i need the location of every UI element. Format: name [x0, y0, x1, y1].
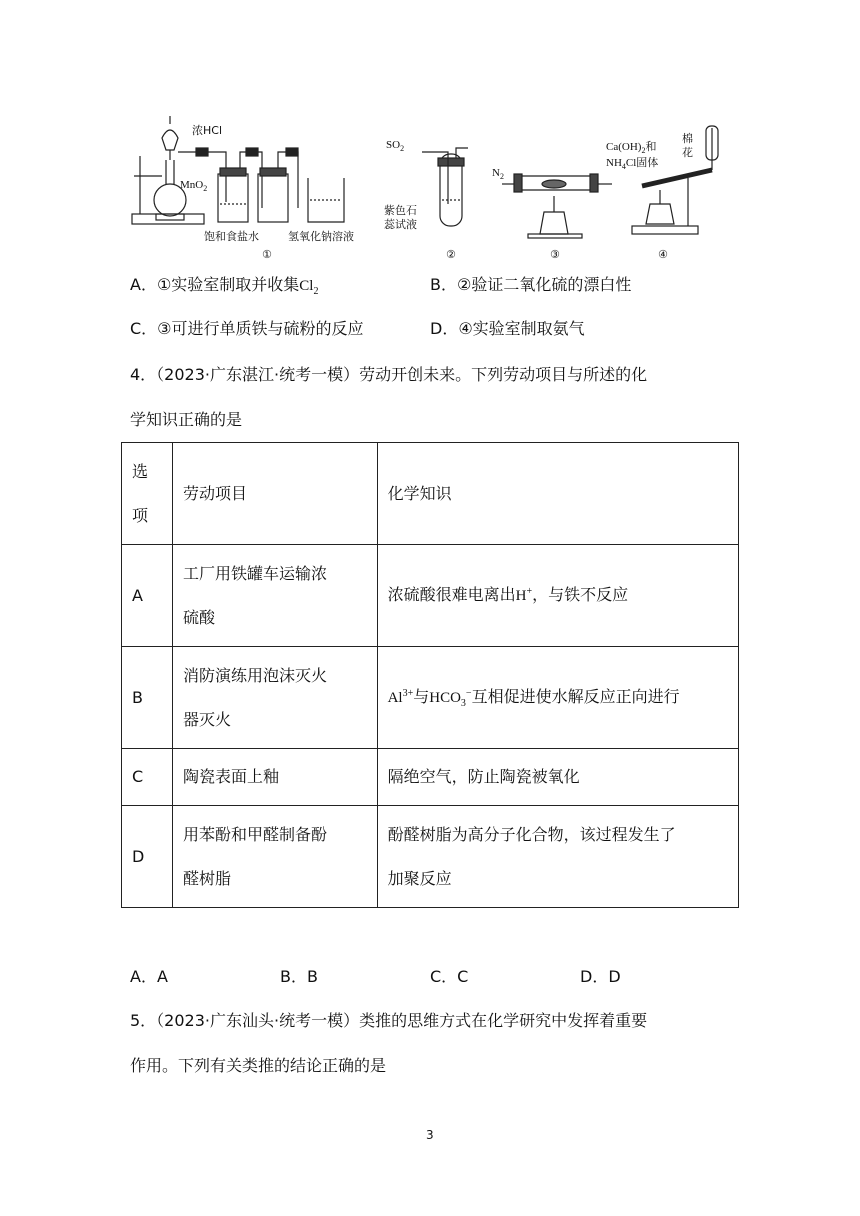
- row-knowledge: 隔绝空气，防止陶瓷被氧化: [377, 749, 738, 806]
- apparatus-2: [422, 148, 468, 226]
- wash-bottle-1: [218, 174, 248, 222]
- apparatus-figure: [122, 108, 762, 268]
- row-item: 陶瓷表面上釉: [172, 749, 377, 806]
- label-litmus-1: 紫色石: [384, 204, 417, 217]
- q4-table: [121, 442, 739, 908]
- label-cotton-2: 花: [682, 146, 693, 159]
- svg-text:SO2: $SO_2$: [386, 139, 405, 153]
- row-key: D: [122, 806, 173, 908]
- table-row: [122, 806, 739, 908]
- row-item: 工厂用铁罐车运输浓 硫酸: [172, 545, 377, 647]
- q4-stem-line1: 4．（2023·广东湛江·统考一模）劳动开创未来。下列劳动项目与所述的化: [130, 365, 648, 384]
- row-knowledge: 酚醛树脂为高分子化合物，该过程发生了 加聚反应: [377, 806, 738, 908]
- svg-text:N2: $N_2$: [492, 167, 504, 181]
- label-cotton-1: 棉: [682, 132, 693, 145]
- label-naoh: 氢氧化钠溶液: [288, 230, 354, 243]
- row-key: A: [122, 545, 173, 647]
- stand-base-4: [632, 226, 698, 234]
- label-conc-hcl: 浓HCl: [192, 124, 223, 137]
- q4-stem-line2: 学知识正确的是: [130, 410, 243, 429]
- apparatus-diagram: [122, 108, 762, 268]
- label-num-1: ①: [262, 248, 272, 261]
- svg-text:NH4Cl固体: $NH_4Cl$固体: [606, 157, 659, 171]
- q3-option-d: D．④实验室制取氨气: [430, 319, 585, 338]
- q3-option-b: B．②验证二氧化硫的漂白性: [430, 275, 632, 294]
- q5-stem-line2: 作用。下列有关类推的结论正确的是: [130, 1056, 387, 1075]
- row-key: B: [122, 647, 173, 749]
- label-litmus-2: 蕊试液: [384, 218, 417, 231]
- header-option: 选 项: [122, 443, 173, 545]
- apparatus-1: [132, 116, 344, 224]
- svg-text:Ca(OH)2和: $Ca(OH)_2$和: [606, 141, 657, 155]
- svg-text:浓HCl: [192, 123, 222, 137]
- apparatus-3: [502, 174, 612, 238]
- table-row: [122, 749, 739, 806]
- q3-option-a: A．①实验室制取并收集$Cl_2$: [130, 275, 319, 297]
- page-number: 3: [426, 1128, 434, 1142]
- q4-option-c: C．C: [430, 967, 469, 986]
- header-chem-knowledge: 化学知识: [377, 443, 738, 545]
- row-knowledge: 浓硫酸很难电离出H+，与铁不反应: [377, 545, 738, 647]
- svg-text:MnO2: MnO$_2$: [180, 179, 208, 193]
- q3-option-c: C．③可进行单质铁与硫粉的反应: [130, 319, 364, 338]
- q4-option-d: D．D: [580, 967, 621, 986]
- label-sat-nacl: 饱和食盐水: [204, 230, 259, 243]
- alcohol-lamp-3: [540, 212, 568, 234]
- q4-option-a: A．A: [130, 967, 168, 986]
- row-item: 消防演练用泡沫灭火 器灭火: [172, 647, 377, 749]
- table-row: [122, 545, 739, 647]
- label-num-3: ③: [550, 248, 560, 261]
- label-num-4: ④: [658, 248, 668, 261]
- row-item: 用苯酚和甲醛制备酚 醛树脂: [172, 806, 377, 908]
- q4-option-b: B．B: [280, 967, 318, 986]
- label-num-2: ②: [446, 248, 456, 261]
- header-labor-item: 劳动项目: [172, 443, 377, 545]
- table-header-row: [122, 443, 739, 545]
- alcohol-lamp-4: [646, 204, 674, 224]
- q5-stem-line1: 5．（2023·广东汕头·统考一模）类推的思维方式在化学研究中发挥着重要: [130, 1011, 648, 1030]
- table-row: [122, 647, 739, 749]
- slanted-test-tube: [642, 170, 712, 186]
- row-knowledge: $Al^{3+}$与$HCO_3^-$互相促进使水解反应正向进行: [377, 647, 738, 749]
- separatory-funnel: [162, 130, 178, 150]
- row-key: C: [122, 749, 173, 806]
